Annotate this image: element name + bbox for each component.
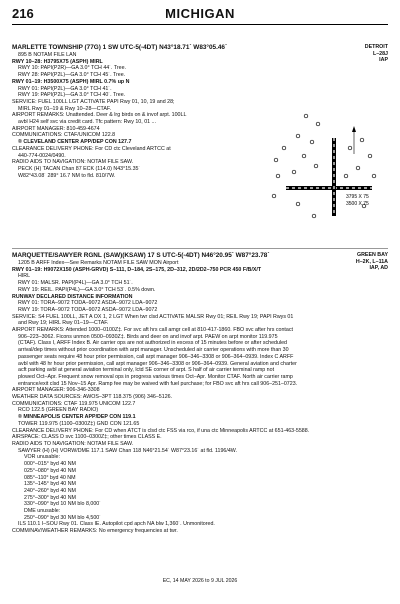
entry-line: AIRPORT MANAGER: 810-459-4674 [12, 125, 100, 132]
entry-line: RWY 01–19: H3500X75 (ASPH) MIRL 0.7% up N [12, 78, 130, 85]
entry-line: RWY 28: PAPI(P2L)—GA 3.0° TCH 45´. Tree. [18, 72, 126, 79]
entry-line: DME unusable: [24, 508, 61, 515]
entry-line: avbl with 48 hr hour prior permission, call arpt manager 906–346–3308 or 906–364–0939. General aviation and charter [18, 360, 297, 367]
tree-icon [274, 158, 278, 162]
entry-line: 000°–015° byd 40 NM [24, 461, 76, 468]
tree-icon [312, 214, 316, 218]
entry-line: SERVICE: S4 FUEL 100LL, JET A OX 1, 2 LGT When twr clsd ACTIVATE MALSR Rwy 01; REIL Rwy 19; PAPI Rwys 01 [12, 313, 294, 320]
chart-reference-label: L–28J [372, 50, 388, 57]
chart-reference-label: IAP, AD [369, 265, 388, 271]
page-header [12, 6, 388, 24]
entry-line: 275°–300° byd 40 NM [24, 494, 76, 501]
tree-icon [316, 122, 320, 126]
runway-dim-label-2: 3500 X 75 [346, 201, 369, 207]
entry-line: COMM/NAV/WEATHER REMARKS: No emergency frequencies at twr. [12, 528, 178, 535]
entry-line: MARQUETTE/SAWYER RGNL (SAW)(KSAW) 17 S UTC-5(-4DT) N46°20.95´ W87°23.78´ [12, 252, 270, 259]
state-title: MICHIGAN [165, 6, 235, 21]
entry-line: SAWYER (H) (H) VORW/DME 117.1 SAW Chan 118 N46°21.54´ W87°23.16´ at fld. 1196/4W. [18, 447, 237, 454]
entry-line: 906–223–3062. Ficons unmon 0500–0930Z‡. Birds and deer on and invof arpt. PAEW on arpt monitor 119.975 [18, 333, 278, 340]
entry-line: RWY 19: TORA–9072 TODA–9072 ASDA–9072 LDA–9072 [18, 306, 158, 313]
entry-line: RADIO AIDS TO NAVIGATION: NOTAM FILE SAW. [12, 440, 134, 447]
entry-line: CLEARANCE DELIVERY PHONE: For CD when ATCT is clsd ctc FSS via rco, if una ctc Minneapolis ARTCC at 651-463-5588. [12, 427, 310, 434]
tree-icon [348, 146, 352, 150]
tree-icon [272, 194, 276, 198]
entry-line: 240°–260° byd 40 NM [24, 487, 76, 494]
chart-reference-label: GREEN BAY [356, 252, 388, 258]
entry-line: 895 B NOTAM FILE LAN [18, 52, 77, 58]
entry-line: WEATHER DATA SOURCES: AWOS–3PT 118.375 (906) 346–5126. [12, 394, 173, 401]
entry-line: AIRPORT REMARKS: Attended 1000–0100Z‡. For svc aft hrs call amgr cell at 810-417-1860. FBO svc after hrs contact [12, 327, 293, 334]
tree-icon [360, 138, 364, 142]
entry-line: 1205 B ARFF Index—See Remarks NOTAM FILE SAW MON Airport [18, 260, 179, 266]
tree-icon [296, 134, 300, 138]
entry-line: RWY 01–19: H9072X150 (ASPH-GRVD) S–111, D–184, 2S–175, 2D–312, 2D/2D2–750 PCR 450 F/B/X/T [12, 266, 262, 273]
entry-line: SERVICE: FUEL 100LL LGT ACTIVATE PAPI Rwy 01, 10, 19 and 28; [12, 98, 175, 105]
entry-line: CLEARANCE DELIVERY PHONE: For CD ctc Cleveland ARTCC at [12, 145, 171, 152]
airport-entry-marquette [12, 252, 388, 535]
entry-line: arrival/dep times without prior coordination with arpt manager. Unscheduled air carrier operations with more than 30 [18, 347, 289, 354]
entry-separator [12, 248, 388, 249]
tree-icon [372, 174, 376, 178]
entry-line: AIRPORT MANAGER: 906-346-3308 [12, 387, 100, 394]
entry-line: RWY 19: PAPI(P2L)—GA 3.0° TCH 40´. Tree. [18, 92, 126, 99]
airport-diagram-marlette [254, 76, 388, 224]
entry-line: RWY 01: TORA–9072 TODA–9072 ASDA–9072 LDA–9072 [18, 300, 158, 307]
entry-line: acft parking avbl at general aviation terminal only, lctd SE corner of arpt. S half of air carrier terminal ramp not [18, 367, 275, 374]
chart-reference-label: DETROIT [364, 44, 388, 50]
side-labels-marquette [356, 252, 388, 272]
entry-line: ® CLEVELAND CENTER APP/DEP CON 127.7 [18, 139, 132, 146]
entry-line: AIRPORT REMARKS: Unattended. Deer & lrg birds on & invof arpt. 100LL [12, 112, 187, 119]
tree-icon [296, 202, 300, 206]
entry-line: W82°43.08´ 289° 16.7 NM to fld. 810/7W. [18, 172, 116, 179]
entry-line: RADIO AIDS TO NAVIGATION: NOTAM FILE SAW. [12, 159, 134, 166]
entry-line: PECK (H) TACAN Chan 87 ECK (114.0) N43°15.35´ [18, 165, 141, 172]
entry-line: COMMUNICATIONS: CTAF/UNICOM 122.8 [12, 132, 116, 139]
entry-line: ® MINNEAPOLIS CENTER APP/DEP CON 119.1 [18, 414, 136, 421]
entry-line: ILS 110.1 I–SOU Rwy 01. Class IE. Autopilot cpd apch NA blw 1,360´. Unmonitored. [18, 521, 215, 528]
entry-line: 250°–090° byd 30 NM blo 4,500´ [24, 514, 101, 521]
entry-line: RWY 01: PAPI(P2L)—GA 3.0° TCH 41´. [18, 85, 112, 92]
entry-line: and Rwy 19; HIRL Rwy 01–19—CTAF. [18, 320, 109, 327]
entry-line: COMMUNICATIONS: CTAF 119.975 UNICOM 122.7 [12, 400, 136, 407]
entry-line: 135°–145° byd 40 NM [24, 481, 76, 488]
side-labels-marlette [365, 44, 388, 64]
tree-icon [344, 174, 348, 178]
tree-icon [304, 114, 308, 118]
entry-line: avbl H24 self svc via credit card. Tfc pattern: Rwy 10, 01 ... [18, 119, 156, 126]
tree-icon [302, 154, 306, 158]
entry-line: MIRL Rwy 01–19 & Rwy 10–28—CTAF. [18, 105, 112, 112]
tree-icon [314, 164, 318, 168]
page-footer: EC, 14 MAY 2026 to 9 JUL 2026 [162, 578, 238, 584]
runway-dim-label-1: 3795 X 75 [346, 194, 369, 200]
entry-line: RCO 122.5 (GREEN BAY RADIO) [18, 407, 99, 414]
entry-line: 440-774-0024/0490. [18, 152, 66, 159]
header-rule [12, 24, 388, 25]
entry-line: 085°–110° byd 40 NM [24, 474, 76, 481]
entry-line: (CTAF). Class I, ARFF Index B. Air carrier ops are not authorized in excess of 15 minutes before or after scheduled [18, 340, 287, 347]
entry-line: 330°–090° byd 10 NM blo 8,000´ [24, 501, 101, 508]
entry-line: RWY 19: REIL. PAPI(P4L)—GA 3.0° TCH 53´. 0.5% down. [18, 286, 156, 293]
entry-line: MARLETTE TOWNSHIP (77G) 1 SW UTC-5(-4DT) N43°18.71´ W83°05.46´ [12, 44, 228, 51]
entry-line: AIRSPACE: CLASS D svc 1100–0300Z‡; other times CLASS E. [12, 434, 162, 441]
entry-line: plowed Oct–Apr. Frequent snow removal ops in progress various times Oct–Apr. Monitor CTAF. North air carrier ramp [18, 373, 293, 380]
tree-icon [276, 174, 280, 178]
entry-line: RWY 10: PAPI(P2R)—GA 3.0° TCH 44´. Tree. [18, 65, 126, 72]
entry-line: RUNWAY DECLARED DISTANCE INFORMATION [12, 293, 133, 300]
entry-line: entrance/exit clsd 15 Nov–15 Apr. Ramp fee may be waived with fuel purchase; for FBO svc aft hrs call 906–251–0723. [18, 380, 298, 387]
chart-reference-label: IAP [379, 57, 388, 63]
entry-line: RWY 10–28: H3795X75 (ASPH) MIRL [12, 58, 103, 65]
tree-icon [368, 154, 372, 158]
entry-line: 025°–080° byd 40 NM [24, 467, 76, 474]
north-arrow-icon [352, 126, 356, 132]
entry-line: VOR unusable: [24, 454, 60, 461]
entry-line: HIRL [18, 273, 31, 280]
entry-line: passenger seats require 48 hour prior permission, call arpt manager 906–346–3308 or 906–364–0939. Index C ARFF [18, 353, 294, 360]
entry-line: RWY 01: MALSR. PAPI(P4L)—GA 3.0° TCH 51´. [18, 280, 133, 287]
tree-icon [356, 166, 360, 170]
tree-icon [310, 140, 314, 144]
entry-line: TOWER 119.975 (1100–0300Z‡) GND CON 121.65 [18, 420, 140, 427]
chart-reference-label: H–2K, L–11A [355, 258, 388, 265]
page-number: 216 [12, 6, 34, 21]
tree-icon [292, 170, 296, 174]
tree-icon [282, 146, 286, 150]
